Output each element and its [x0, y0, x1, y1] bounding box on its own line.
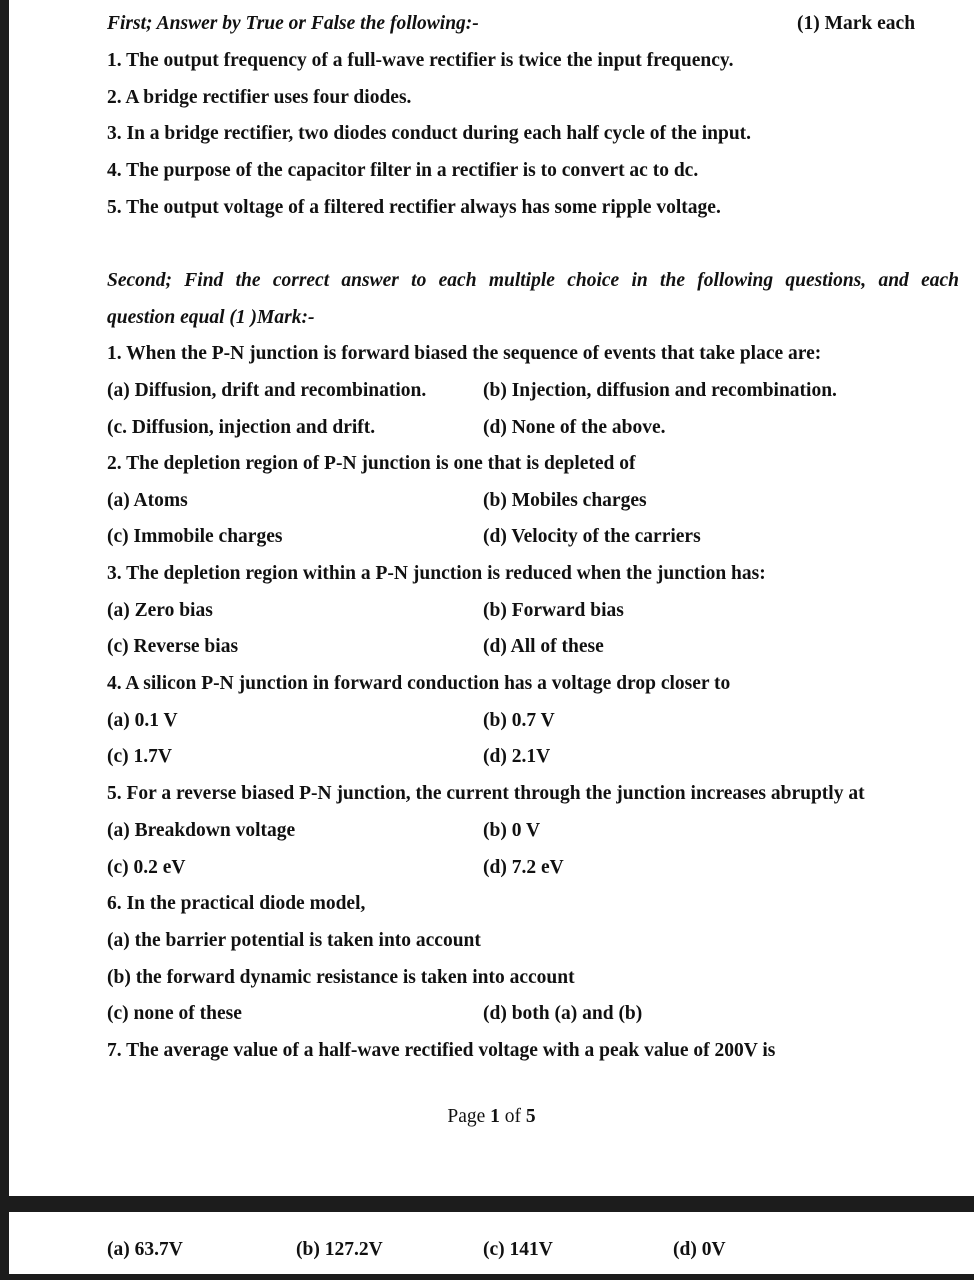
mcq-4-option-d: (d) 2.1V — [483, 746, 551, 767]
mcq-1-option-c: (c. Diffusion, injection and drift. — [107, 417, 376, 438]
mcq-5-option-d: (d) 7.2 eV — [483, 857, 564, 878]
tf-question-3: 3. In a bridge rectifier, two diodes conduct during each half cycle of the input. — [107, 123, 752, 144]
footer-page-word: Page — [447, 1106, 486, 1127]
mcq-3-option-d: (d) All of these — [483, 636, 604, 657]
document-page-2 — [9, 1212, 974, 1274]
mcq-1-option-b: (b) Injection, diffusion and recombination. — [483, 380, 837, 401]
section1-marks: (1) Mark each — [797, 13, 916, 34]
mcq-6-option-a: (a) the barrier potential is taken into account — [107, 930, 481, 951]
tf-question-4: 4. The purpose of the capacitor filter in a rectifier is to convert ac to dc. — [107, 160, 699, 181]
mcq-question-3: 3. The depletion region within a P-N junction is reduced when the junction has: — [107, 563, 766, 584]
mcq-3-option-b: (b) Forward bias — [483, 600, 624, 621]
mcq-7-option-d: (d) 0V — [673, 1239, 726, 1260]
mcq-2-option-b: (b) Mobiles charges — [483, 490, 647, 511]
mcq-6-option-b: (b) the forward dynamic resistance is taken into account — [107, 967, 575, 988]
mcq-7-option-a: (a) 63.7V — [107, 1239, 183, 1260]
mcq-6-option-d: (d) both (a) and (b) — [483, 1003, 643, 1024]
mcq-2-option-a: (a) Atoms — [107, 490, 188, 511]
tf-question-1: 1. The output frequency of a full-wave rectifier is twice the input frequency. — [107, 50, 734, 71]
mcq-question-1: 1. When the P-N junction is forward biased the sequence of events that take place are: — [107, 343, 822, 364]
document-page-1 — [9, 0, 974, 1196]
mcq-5-option-a: (a) Breakdown voltage — [107, 820, 296, 841]
mcq-question-7: 7. The average value of a half-wave rectified voltage with a peak value of 200V is — [107, 1040, 776, 1061]
mcq-question-6: 6. In the practical diode model, — [107, 893, 366, 914]
mcq-7-option-b: (b) 127.2V — [296, 1239, 383, 1260]
mcq-3-option-a: (a) Zero bias — [107, 600, 213, 621]
section2-heading-line1: Second; Find the correct answer to each multiple choice in the following questions, and each — [107, 270, 959, 291]
mcq-6-option-c: (c) none of these — [107, 1003, 242, 1024]
mcq-question-4: 4. A silicon P-N junction in forward conduction has a voltage drop closer to — [107, 673, 731, 694]
mcq-question-2: 2. The depletion region of P-N junction is one that is depleted of — [107, 453, 636, 474]
mcq-5-option-c: (c) 0.2 eV — [107, 857, 186, 878]
mcq-5-option-b: (b) 0 V — [483, 820, 541, 841]
mcq-4-option-a: (a) 0.1 V — [107, 710, 178, 731]
mcq-1-option-a: (a) Diffusion, drift and recombination. — [107, 380, 427, 401]
mcq-7-option-c: (c) 141V — [483, 1239, 553, 1260]
mcq-question-5: 5. For a reverse biased P-N junction, the current through the junction increases abruptly at — [107, 783, 865, 804]
mcq-2-option-d: (d) Velocity of the carriers — [483, 526, 701, 547]
footer-of-word: of — [504, 1106, 522, 1127]
section1-heading: First; Answer by True or False the following:- — [107, 13, 479, 34]
mcq-4-option-c: (c) 1.7V — [107, 746, 172, 767]
mcq-1-option-d: (d) None of the above. — [483, 417, 666, 438]
section2-heading-line2: question equal (1 )Mark:- — [107, 307, 315, 328]
mcq-2-option-c: (c) Immobile charges — [107, 526, 283, 547]
footer-current-page: 1 — [490, 1106, 500, 1127]
tf-question-2: 2. A bridge rectifier uses four diodes. — [107, 87, 412, 108]
mcq-4-option-b: (b) 0.7 V — [483, 710, 555, 731]
mcq-3-option-c: (c) Reverse bias — [107, 636, 239, 657]
footer-total-pages: 5 — [525, 1106, 536, 1127]
tf-question-5: 5. The output voltage of a filtered rectifier always has some ripple voltage. — [107, 197, 721, 218]
page-footer — [9, 1106, 974, 1128]
